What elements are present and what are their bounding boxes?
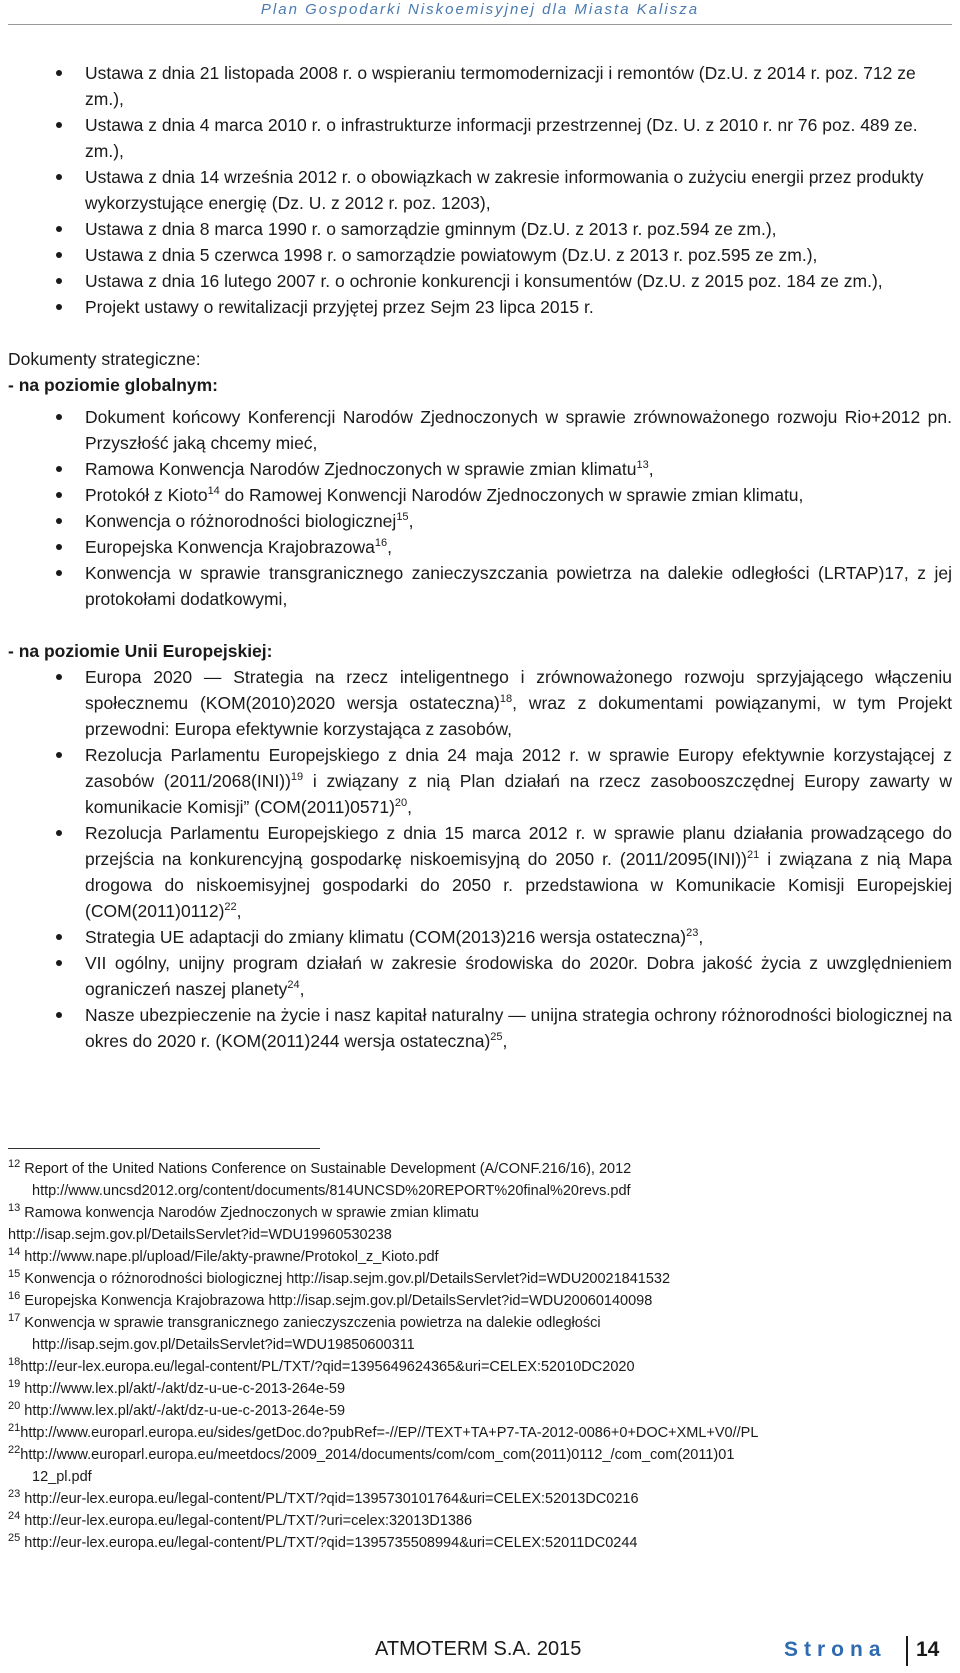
list-item: Strategia UE adaptacji do zmiany klimatu (COM(2013)216 wersja ostateczna)$^{23}$, bbox=[8, 924, 952, 950]
footnote-link[interactable]: http://www.europarl.europa.eu/sides/getDoc.do?pubRef=-//EP//TEXT+TA+P7-TA-2012-0086+0+DOC+XML+V0//PL bbox=[20, 1425, 759, 1441]
footnote: $^{24}$ http://eur-lex.europa.eu/legal-content/PL/TXT/?uri=celex:32013D1386 bbox=[8, 1510, 473, 1529]
page-header bbox=[0, 0, 960, 22]
header-title: Plan Gospodarki Niskoemisyjnej dla Miasta Kalisza bbox=[260, 1, 700, 18]
footnote: $^{14}$ http://www.nape.pl/upload/File/akty-prawne/Protokol_z_Kioto.pdf bbox=[8, 1246, 439, 1265]
footnote: $^{17}$ Konwencja w sprawie transgranicznego zanieczyszczenia powietrza na dalekie odległości http://isap.sejm.gov.pl/DetailsServlet?id=WDU19850600311 bbox=[8, 1312, 601, 1353]
list-item: Rezolucja Parlamentu Europejskiego z dnia 24 maja 2012 r. w sprawie Europy efektywnie korzystającej z zasobów $(2011/2068(INI))^{19}$ i związany z nią Plan działań na rzecz zasobooszczędnej Europy zawarty w komunikacie Komisji” $(COM(2011)0571)^{20}$, bbox=[8, 742, 952, 820]
list-item: Ustawa z dnia 8 marca 1990 r. o samorządzie gminnym (Dz.U. z 2013 r. poz.594 ze zm.), bbox=[8, 216, 952, 242]
footnote: $^{16}$ Europejska Konwencja Krajobrazowa http://isap.sejm.gov.pl/DetailsServlet?id=WDU20060140098 bbox=[8, 1290, 653, 1309]
list-item: Ramowa Konwencja Narodów Zjednoczonych w sprawie zmian klimatu$^{13}$, bbox=[8, 456, 952, 482]
list-item: Ustawa z dnia 16 lutego 2007 r. o ochronie konkurencji i konsumentów (Dz.U. z 2015 poz. 184 ze zm.), bbox=[8, 268, 952, 294]
footnote: $^{12}$ Report of the United Nations Conference on Sustainable Development (A/CONF.216/16), 2012 http://www.uncsd2012.org/content/documents/814UNCSD%20REPORT%20final%20revs.pdf bbox=[8, 1158, 632, 1199]
footnote: $^{13}$ Ramowa konwencja Narodów Zjednoczonych w sprawie zmian klimatu http://isap.sejm.gov.pl/DetailsServlet?id=WDU19960530238 bbox=[8, 1202, 479, 1243]
footnote-ref: 13 bbox=[636, 459, 649, 471]
footnote-ref: 25 bbox=[490, 1031, 503, 1043]
footnote-link[interactable]: http://eur-lex.europa.eu/legal-content/PL/TXT/?uri=celex:32013D1386 bbox=[24, 1513, 473, 1529]
list-item: Rezolucja Parlamentu Europejskiego z dnia 15 marca 2012 r. w sprawie planu działania prowadzącego do przejścia na konkurencyjną gospodarkę niskoemisyjną do 2050 r. $(2011/2095(INI))^{21}$ i związana z nią Mapa drogowa do niskoemisyjnej gospodarki do 2050 r. przedstawiona w Komunikacie Komisji Europejskiej $(COM(2011)0112)^{22}$, bbox=[8, 820, 952, 924]
footnote-link[interactable]: http://www.lex.pl/akt/-/akt/dz-u-ue-c-2013-264e-59 bbox=[24, 1381, 346, 1397]
list-item: Ustawa z dnia 5 czerwca 1998 r. o samorządzie powiatowym (Dz.U. z 2013 r. poz.595 ze zm.), bbox=[8, 242, 952, 268]
footnotes bbox=[8, 1158, 952, 1554]
page-footer bbox=[0, 1636, 960, 1666]
footnote-link[interactable]: http://eur-lex.europa.eu/legal-content/PL/TXT/?qid=1395730101764&uri=CELEX:52013DC0216 bbox=[24, 1491, 639, 1507]
document-body bbox=[8, 60, 952, 1054]
list-item: Konwencja w sprawie transgranicznego zanieczyszczania powietrza na dalekie odległości (LRTAP)17, z jej protokołami dodatkowymi, bbox=[8, 560, 952, 612]
list-item: Projekt ustawy o rewitalizacji przyjętej przez Sejm 23 lipca 2015 r. bbox=[8, 294, 952, 320]
global-heading: - na poziomie globalnym: bbox=[8, 375, 219, 395]
footnote: $^{23}$ http://eur-lex.europa.eu/legal-content/PL/TXT/?qid=1395730101764&uri=CELEX:52013DC0216 bbox=[8, 1488, 639, 1507]
footnote-link[interactable]: http://www.uncsd2012.org/content/documents/814UNCSD%20REPORT%20final%20revs.pdf bbox=[32, 1183, 631, 1199]
list-item: Protokół z Kioto$^{14}$ do Ramowej Konwencji Narodów Zjednoczonych w sprawie zmian klimatu, bbox=[8, 482, 952, 508]
footnote: $^{15}$ Konwencja o różnorodności biologicznej http://isap.sejm.gov.pl/DetailsServlet?id=WDU20021841532 bbox=[8, 1268, 671, 1287]
list-item: VII ogólny, unijny program działań w zakresie środowiska do 2020r. Dobra jakość życia z uwzględnieniem ograniczeń naszej planety$^{24}$, bbox=[8, 950, 952, 1002]
footnote-link[interactable]: http://isap.sejm.gov.pl/DetailsServlet?id=WDU19960530238 bbox=[8, 1227, 392, 1243]
footnote: $^{18}$http://eur-lex.europa.eu/legal-content/PL/TXT/?qid=1395649624365&uri=CELEX:52010DC2020 bbox=[8, 1356, 635, 1375]
list-item: Ustawa z dnia 14 września 2012 r. o obowiązkach w zakresie informowania o zużyciu energii przez produkty wykorzystujące energię (Dz. U. z 2012 r. poz. 1203), bbox=[8, 164, 952, 216]
footnote-ref: 16 bbox=[374, 537, 388, 549]
list-item: Nasze ubezpieczenie na życie i nasz kapitał naturalny — unijna strategia ochrony różnorodności biologicznej na okres do 2020 r. (KOM(2011)244 wersja ostateczna)$^{25}$, bbox=[8, 1002, 952, 1054]
footnote-link[interactable]: http://www.lex.pl/akt/-/akt/dz-u-ue-c-2013-264e-59 bbox=[24, 1403, 346, 1419]
footer-separator bbox=[906, 1636, 908, 1666]
footnote-link[interactable]: http://eur-lex.europa.eu/legal-content/PL/TXT/?qid=1395649624365&uri=CELEX:52010DC2020 bbox=[20, 1359, 635, 1375]
eu-heading: - na poziomie Unii Europejskiej: bbox=[8, 641, 273, 661]
header-divider bbox=[8, 24, 952, 25]
laws-list bbox=[8, 60, 952, 320]
footnote-ref: 14 bbox=[207, 485, 220, 497]
footnote: $^{19}$ http://www.lex.pl/akt/-/akt/dz-u-ue-c-2013-264e-59 bbox=[8, 1378, 346, 1397]
list-item: Ustawa z dnia 21 listopada 2008 r. o wspieraniu termomodernizacji i remontów (Dz.U. z 2014 r. poz. 712 ze zm.), bbox=[8, 60, 952, 112]
page-number: 14 bbox=[916, 1638, 940, 1661]
footnote-ref: 22 bbox=[224, 901, 237, 913]
page-label: Strona bbox=[784, 1638, 887, 1661]
footnote-ref: 21 bbox=[746, 849, 760, 861]
eu-list bbox=[8, 664, 952, 1054]
footer-company: ATMOTERM S.A. 2015 bbox=[375, 1638, 582, 1660]
footnote-ref: 15 bbox=[396, 511, 409, 523]
footnote: $^{21}$http://www.europarl.europa.eu/sides/getDoc.do?pubRef=-//EP//TEXT+TA+P7-TA-2012-0086+0+DOC+XML+V0//PL bbox=[8, 1422, 759, 1441]
footnote-link[interactable]: http://eur-lex.europa.eu/legal-content/PL/TXT/?qid=1395735508994&uri=CELEX:52011DC0244 bbox=[24, 1535, 638, 1551]
footnote-link[interactable]: http://www.nape.pl/upload/File/akty-prawne/Protokol_z_Kioto.pdf bbox=[24, 1249, 439, 1265]
list-item: Ustawa z dnia 4 marca 2010 r. o infrastrukturze informacji przestrzennej (Dz. U. z 2010 r. nr 76 poz. 489 ze. zm.), bbox=[8, 112, 952, 164]
footnote: $^{20}$ http://www.lex.pl/akt/-/akt/dz-u-ue-c-2013-264e-59 bbox=[8, 1400, 346, 1419]
list-item: Europa 2020 — Strategia na rzecz inteligentnego i zrównoważonego rozwoju sprzyjającego włączeniu społecznemu (KOM(2010)2020 wersja ostateczna)$^{18}$, wraz z dokumentami powiązanymi, w tym Projekt przewodni: Europa efektywnie korzystająca z zasobów, bbox=[8, 664, 952, 742]
footnote-ref: 23 bbox=[686, 927, 699, 939]
global-list bbox=[8, 404, 952, 612]
footnote-link[interactable]: 12_pl.pdf bbox=[32, 1469, 92, 1485]
footnote: $^{25}$ http://eur-lex.europa.eu/legal-content/PL/TXT/?qid=1395735508994&uri=CELEX:52011DC0244 bbox=[8, 1532, 638, 1551]
footnote-link[interactable]: http://isap.sejm.gov.pl/DetailsServlet?id=WDU19850600311 bbox=[32, 1337, 415, 1353]
footnote-ref: 18 bbox=[499, 693, 513, 705]
footnote-divider bbox=[8, 1148, 320, 1149]
footnote-ref: 19 bbox=[290, 771, 304, 783]
footnote-link[interactable]: http://www.europarl.europa.eu/meetdocs/2009_2014/documents/com/com_com(2011)0112_/com_com(2011)01 bbox=[20, 1447, 735, 1463]
list-item: Dokument końcowy Konferencji Narodów Zjednoczonych w sprawie zrównoważonego rozwoju Rio+2012 pn. Przyszłość jaką chcemy mieć, bbox=[8, 404, 952, 456]
list-item: Konwencja o różnorodności biologicznej$^{15}$, bbox=[8, 508, 952, 534]
footnote: $^{22}$http://www.europarl.europa.eu/meetdocs/2009_2014/documents/com/com_com(2011)0112_/com_com(2011)01 12_pl.pdf bbox=[8, 1444, 735, 1485]
footnote-ref: 24 bbox=[287, 979, 300, 991]
list-item: Europejska Konwencja Krajobrazowa$^{16}$, bbox=[8, 534, 952, 560]
footnote-ref: 20 bbox=[394, 797, 408, 809]
strategic-heading: Dokumenty strategiczne: bbox=[8, 349, 201, 369]
